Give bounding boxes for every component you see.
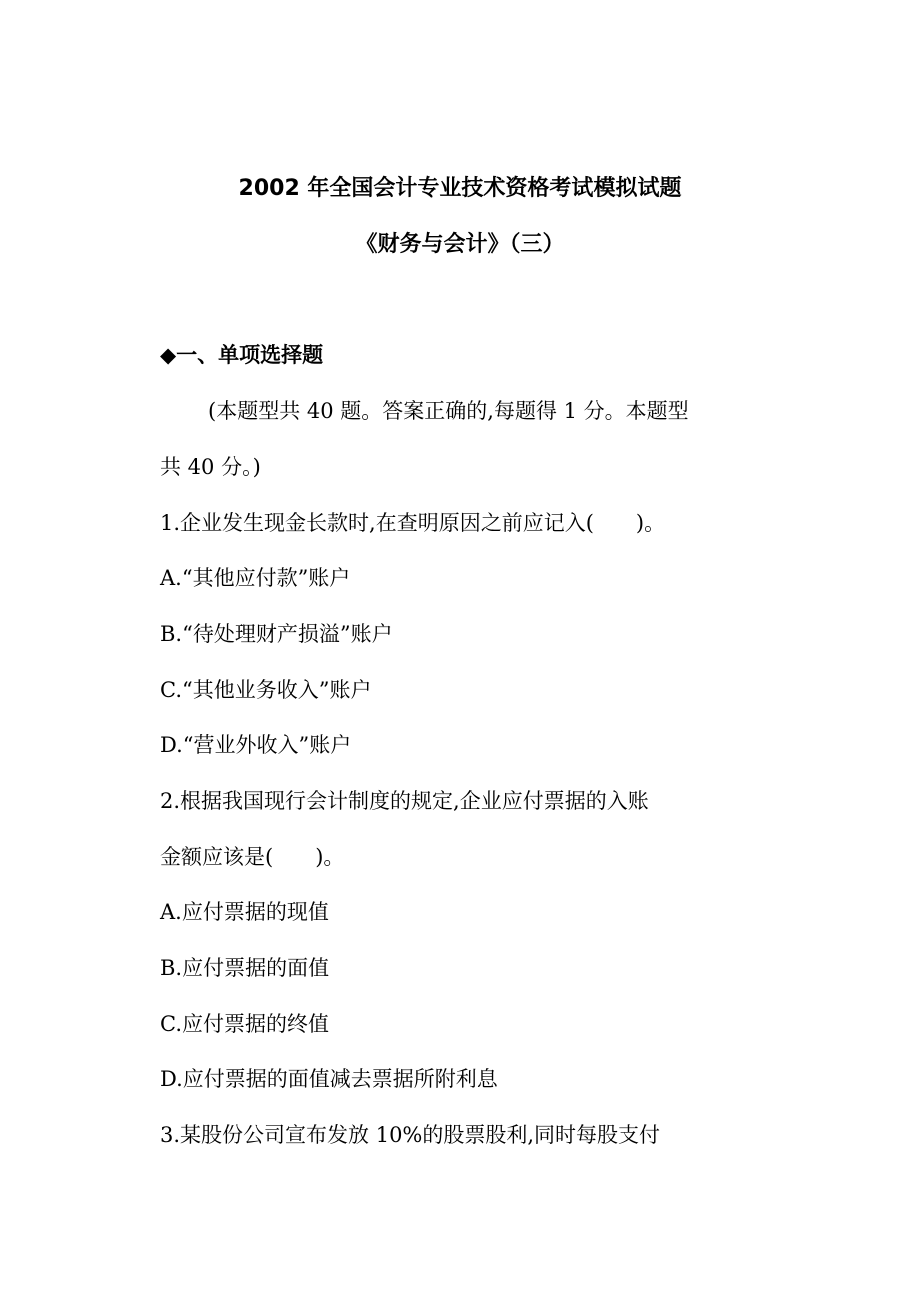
question-2-option-a: A.应付票据的现值 [160,900,329,924]
question-1-option-c: C.“其他业务收入”账户 [160,678,372,702]
section-heading: ◆一、单项选择题 [160,343,324,367]
question-2-option-d: D.应付票据的面值减去票据所附利息 [160,1067,498,1091]
question-1-option-a: A.“其他应付款”账户 [160,566,351,590]
question-3-stem: 3.某股份公司宣布发放 10%的股票股利,同时每股支付 [160,1123,661,1147]
document-subtitle: 《财务与会计》（三） [355,232,565,257]
question-1-option-b: B.“待处理财产损溢”账户 [160,622,393,646]
question-1-stem: 1.企业发生现金长款时,在查明原因之前应记入( )。 [160,511,666,535]
question-2-stem-line-1: 2.根据我国现行会计制度的规定,企业应付票据的入账 [160,789,649,813]
question-1-option-d: D.“营业外收入”账户 [160,733,352,757]
section-intro-line-2: 共 40 分。) [160,455,261,479]
question-2-stem-line-2: 金额应该是( )。 [160,845,345,869]
question-2-option-b: B.应付票据的面值 [160,956,330,980]
section-intro-line-1: (本题型共 40 题。答案正确的,每题得 1 分。本题型 [208,399,689,423]
document-title: 2002 年全国会计专业技术资格考试模拟试题 [238,176,682,201]
question-2-option-c: C.应付票据的终值 [160,1012,329,1036]
